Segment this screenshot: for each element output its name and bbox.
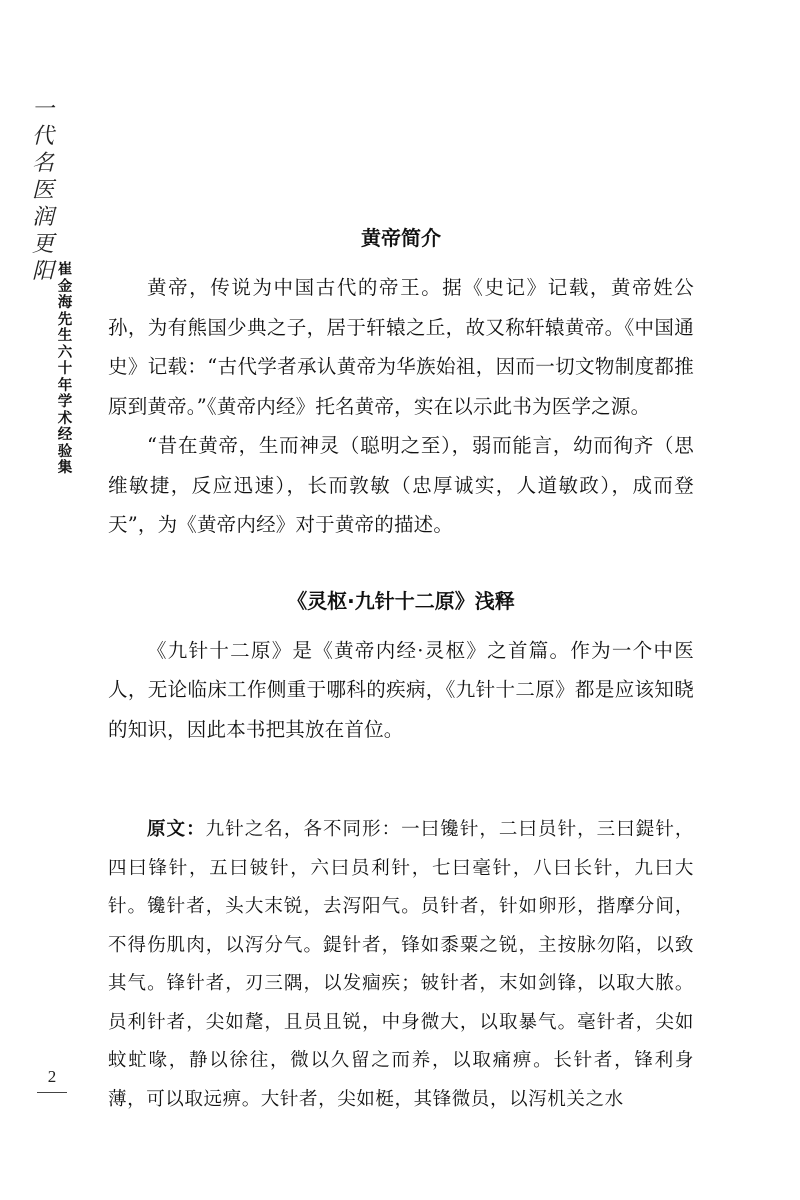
original-label: 原文： (147, 819, 206, 840)
paragraph-huangdi-intro: 黄帝，传说为中国古代的帝王。据《史记》记载，黄帝姓公孙，为有熊国少典之子，居于轩辕之丘，故又称轩辕黄帝。《中国通史》记载：“古代学者承认黄帝为华族始祖，因而一切文物制度都推原到黄帝。”《黄帝内经》托名黄帝，实在以示此书为医学之源。 (108, 276, 694, 418)
series-title-char: 更 (31, 232, 54, 257)
series-title-char: 代 (31, 124, 54, 149)
series-title-char: 名 (31, 151, 54, 176)
page-number: 2 (47, 1067, 57, 1086)
subtitle-char: 学 (57, 394, 73, 410)
series-title (30, 96, 56, 285)
subtitle-char: 术 (57, 410, 73, 427)
series-title-char: 润 (31, 205, 54, 230)
book-subtitle (56, 262, 74, 477)
original-text-block (108, 811, 694, 1119)
paragraph-jiuzhen-intro: 《九针十二原》是《黄帝内经·灵枢》之首篇。作为一个中医人，无论临床工作侧重于哪科的疾病，《九针十二原》都是应该知晓的知识，因此本书把其放在首位。 (108, 638, 694, 741)
subtitle-char: 崔 (57, 262, 73, 278)
series-title-char: 医 (31, 178, 54, 203)
subtitle-char: 生 (57, 328, 73, 344)
subtitle-char: 年 (57, 377, 73, 394)
page-number-rule (37, 1092, 67, 1093)
section-heading-jiuzhen: 《灵枢·九针十二原》浅释 (287, 588, 515, 613)
subtitle-char: 经 (57, 427, 73, 443)
subtitle-char: 十 (57, 361, 73, 377)
subtitle-char: 金 (57, 278, 73, 295)
series-title-char: 一 (31, 97, 54, 122)
subtitle-char: 先 (57, 311, 73, 328)
original-text: 九针之名，各不同形：一曰镵针，二曰员针，三曰鍉针，四曰锋针，五曰铍针，六曰员利针，七曰毫针，八曰长针，九曰大针。镵针者，头大末锐，去泻阳气。员针者，针如卵形，揩摩分间，不得伤肌肉，以泻分气。鍉针者，锋如黍粟之锐，主按脉勿陷，以致其气。锋针者，刃三隅，以发痼疾；铍针者，末如剑锋，以取大脓。员利针者，尖如氂，且员且锐，中身微大，以取暴气。毫针者，尖如蚊虻喙，静以徐往，微以久留之而养，以取痛痹。长针者，锋利身薄，可以取远痹。大针者，尖如梃，其锋微员，以泻机关之水 (108, 819, 694, 1110)
subtitle-char: 验 (57, 443, 73, 460)
paragraph-huangdi-quote: “昔在黄帝，生而神灵（聪明之至），弱而能言，幼而徇齐（思维敏捷，反应迅速），长而敦敏（忠厚诚实，人道敏政），成而登天”，为《黄帝内经》对于黄帝的描述。 (108, 434, 694, 536)
subtitle-char: 集 (57, 460, 73, 476)
subtitle-char: 海 (57, 295, 73, 311)
series-title-char: 阳 (31, 259, 54, 284)
section-heading-huangdi: 黄帝简介 (361, 226, 441, 250)
page-content (108, 222, 694, 1119)
subtitle-char: 六 (57, 344, 73, 361)
